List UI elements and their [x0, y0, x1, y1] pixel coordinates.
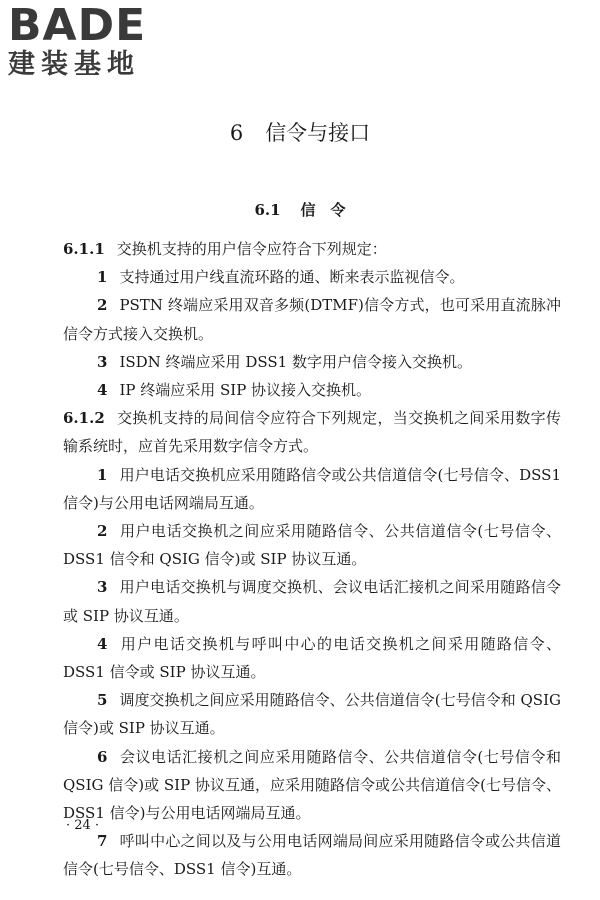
item-number: 3: [97, 578, 108, 597]
paragraph-text: 调度交换机之间应采用随路信令、公共信道信令(七号信令和 QSIG 信令)或 SIP 协议互通。: [63, 691, 561, 738]
paragraph-text: PSTN 终端应采用双音多频(DTMF)信令方式，也可采用直流脉冲信令方式接入交换机。: [63, 296, 561, 343]
paragraph-text: 交换机支持的局间信令应符合下列规定，当交换机之间采用数字传输系统时，应首先采用数字信令方式。: [63, 409, 561, 456]
logo-subtitle: 建装基地: [8, 49, 140, 80]
item-number: 5: [97, 691, 108, 710]
paragraph-text: ISDN 终端应采用 DSS1 数字用户信令接入交换机。: [119, 352, 472, 371]
section-title: 信 令: [300, 201, 346, 219]
clause-paragraph: [63, 404, 561, 460]
logo-brand: BADE: [8, 0, 147, 51]
page-number: · 24 ·: [66, 818, 100, 833]
item-paragraph: [63, 743, 561, 828]
clause-number: 6.1.2: [63, 409, 105, 428]
item-number: 1: [97, 465, 108, 484]
clause-paragraph: [63, 235, 561, 263]
item-number: 1: [97, 268, 108, 287]
item-paragraph: [63, 291, 561, 347]
paragraph-text: 会议电话汇接机之间应采用随路信令、公共信道信令(七号信令和 QSIG 信令)或 SIP 协议互通，应采用随路信令或公共信道信令(七号信令、DSS1 信令)与公用电话网端局互通。: [63, 747, 561, 823]
section-heading: [0, 198, 600, 222]
item-paragraph: [63, 348, 561, 376]
item-paragraph: [63, 686, 561, 742]
paragraph-text: 支持通过用户线直流环路的通、断来表示监视信令。: [119, 268, 465, 287]
item-number: 4: [97, 381, 108, 400]
chapter-number: 6: [229, 121, 244, 145]
item-paragraph: [63, 517, 561, 573]
item-number: 7: [97, 832, 108, 851]
item-paragraph: [63, 376, 561, 404]
section-number: 6.1: [254, 201, 281, 219]
item-paragraph: [63, 573, 561, 629]
item-paragraph: [63, 461, 561, 517]
item-paragraph: [63, 630, 561, 686]
paragraph-text: 交换机支持的用户信令应符合下列规定：: [116, 240, 387, 258]
item-number: 2: [97, 522, 108, 541]
item-number: 3: [97, 352, 108, 371]
paragraph-text: 用户电话交换机应采用随路信令或公共信道信令(七号信令、DSS1 信令)与公用电话网端局互通。: [63, 465, 561, 512]
paragraph-text: 用户电话交换机之间应采用随路信令、公共信道信令(七号信令、DSS1 信令和 QSIG 信令)或 SIP 协议互通。: [63, 522, 561, 569]
logo: [8, 0, 178, 82]
item-paragraph: [63, 827, 561, 883]
paragraph-text: 用户电话交换机与呼叫中心的电话交换机之间采用随路信令、DSS1 信令或 SIP 协议互通。: [63, 634, 561, 682]
item-number: 4: [97, 634, 108, 653]
paragraph-text: IP 终端应采用 SIP 协议接入交换机。: [119, 381, 372, 400]
paragraph-text: 呼叫中心之间以及与公用电话网端局间应采用随路信令或公共信道信令(七号信令、DSS1 信令)互通。: [63, 832, 561, 879]
clause-number: 6.1.1: [63, 240, 105, 258]
body-text: [63, 235, 561, 884]
item-number: 6: [97, 747, 108, 766]
item-number: 2: [97, 296, 108, 315]
chapter-heading: [0, 118, 600, 148]
chapter-title: 信令与接口: [265, 121, 371, 145]
item-paragraph: [63, 263, 561, 291]
paragraph-text: 用户电话交换机与调度交换机、会议电话汇接机之间采用随路信令或 SIP 协议互通。: [63, 578, 561, 625]
